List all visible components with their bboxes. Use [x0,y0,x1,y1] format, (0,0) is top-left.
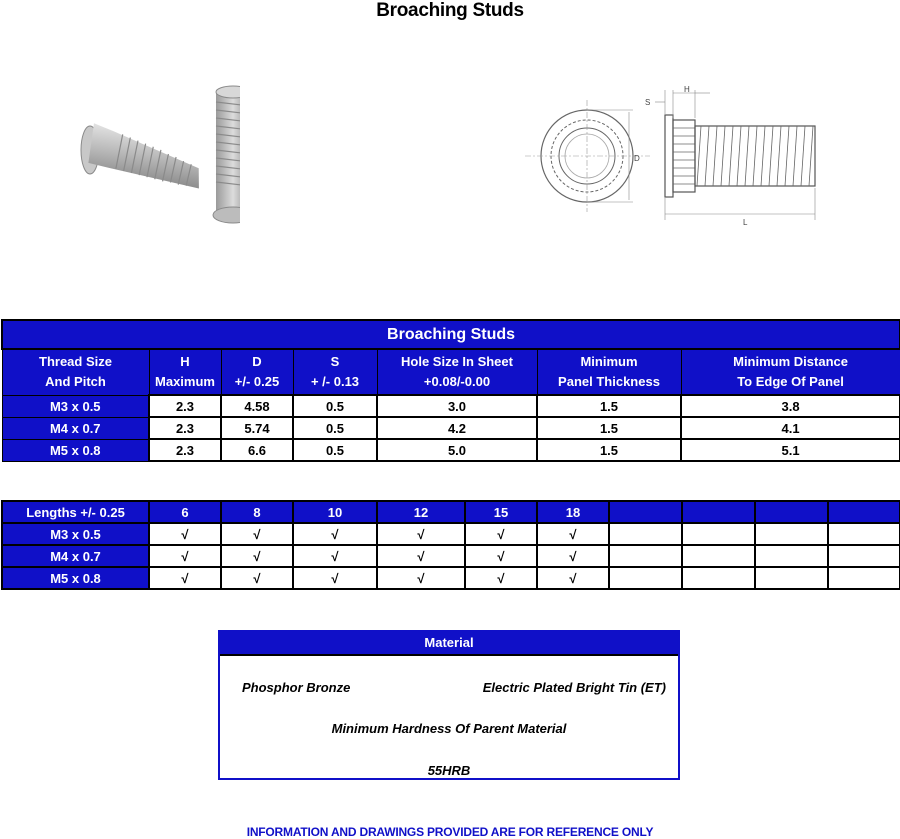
table-cell [828,523,900,545]
table-cell [828,545,900,567]
dimension-h-label: H [684,85,690,94]
table-cell: 1.5 [537,439,681,461]
hardness-label: Minimum Hardness Of Parent Material [331,721,567,736]
check-mark: √ [537,567,609,589]
row-label: M3 x 0.5 [2,395,149,417]
table-cell: 6.6 [221,439,293,461]
header-d: D +/- 0.25 [221,349,293,395]
stud-drawing [505,80,835,245]
table-cell: 5.1 [681,439,900,461]
row-label: M5 x 0.8 [2,439,149,461]
table-row [2,439,900,461]
length-18: 18 [537,501,609,523]
table-cell [682,523,755,545]
table-row [2,567,900,589]
table-cell [755,567,828,589]
table-cell: 2.3 [149,439,221,461]
length-15: 15 [465,501,537,523]
table-cell [828,567,900,589]
check-mark: √ [377,567,465,589]
table-cell [755,545,828,567]
table-cell [682,567,755,589]
table-cell: 1.5 [537,417,681,439]
table-cell: 2.3 [149,417,221,439]
lengths-header-row [2,501,900,523]
hardness-value: 55HRB [427,763,471,778]
material-finish: Electric Plated Bright Tin (ET) [482,680,666,695]
length-6: 6 [149,501,221,523]
length-empty [828,501,900,523]
material-box [218,630,680,780]
check-mark: √ [149,567,221,589]
length-empty [609,501,682,523]
table-cell: 4.2 [377,417,537,439]
material-heading: Material [220,632,678,656]
check-mark: √ [537,523,609,545]
spec-table-caption: Broaching Studs [2,320,900,349]
table-cell: 4.58 [221,395,293,417]
table-row [2,395,900,417]
spec-table [1,319,900,462]
lengths-header-label: Lengths +/- 0.25 [2,501,149,523]
page-title: Broaching Studs [376,0,524,21]
row-label: M3 x 0.5 [2,523,149,545]
length-8: 8 [221,501,293,523]
check-mark: √ [537,545,609,567]
length-12: 12 [377,501,465,523]
check-mark: √ [293,545,377,567]
table-cell: 0.5 [293,439,377,461]
table-cell: 5.0 [377,439,537,461]
table-cell: 2.3 [149,395,221,417]
table-cell: 5.74 [221,417,293,439]
row-label: M4 x 0.7 [2,545,149,567]
check-mark: √ [149,545,221,567]
check-mark: √ [149,523,221,545]
dimension-d-label: D [634,154,640,163]
header-min-panel-thickness: Minimum Panel Thickness [537,349,681,395]
check-mark: √ [221,523,293,545]
dimension-l-label: L [743,218,748,227]
check-mark: √ [293,567,377,589]
row-label: M4 x 0.7 [2,417,149,439]
header-thread-size: Thread Size And Pitch [2,349,149,395]
length-10: 10 [293,501,377,523]
material-name: Phosphor Bronze [242,680,351,695]
lengths-table [1,500,900,590]
stud-photo [60,80,240,240]
header-hole-size: Hole Size In Sheet +0.08/-0.00 [377,349,537,395]
check-mark: √ [377,523,465,545]
table-cell [682,545,755,567]
length-empty [755,501,828,523]
check-mark: √ [465,545,537,567]
reference-disclaimer: INFORMATION AND DRAWINGS PROVIDED ARE FOR REFERENCE ONLY [246,825,654,839]
length-empty [682,501,755,523]
check-mark: √ [293,523,377,545]
table-cell [609,567,682,589]
table-cell [609,523,682,545]
check-mark: √ [221,567,293,589]
header-s: S + /- 0.13 [293,349,377,395]
table-cell: 0.5 [293,395,377,417]
table-cell: 3.8 [681,395,900,417]
check-mark: √ [465,567,537,589]
spec-header-row [2,349,900,395]
header-min-edge-distance: Minimum Distance To Edge Of Panel [681,349,900,395]
check-mark: √ [377,545,465,567]
table-cell: 3.0 [377,395,537,417]
dimension-s-label: S [645,98,651,107]
table-cell [755,523,828,545]
table-row [2,417,900,439]
check-mark: √ [221,545,293,567]
table-row [2,545,900,567]
table-cell: 0.5 [293,417,377,439]
table-cell: 4.1 [681,417,900,439]
row-label: M5 x 0.8 [2,567,149,589]
header-h: H Maximum [149,349,221,395]
table-cell [609,545,682,567]
check-mark: √ [465,523,537,545]
table-cell: 1.5 [537,395,681,417]
table-row [2,523,900,545]
